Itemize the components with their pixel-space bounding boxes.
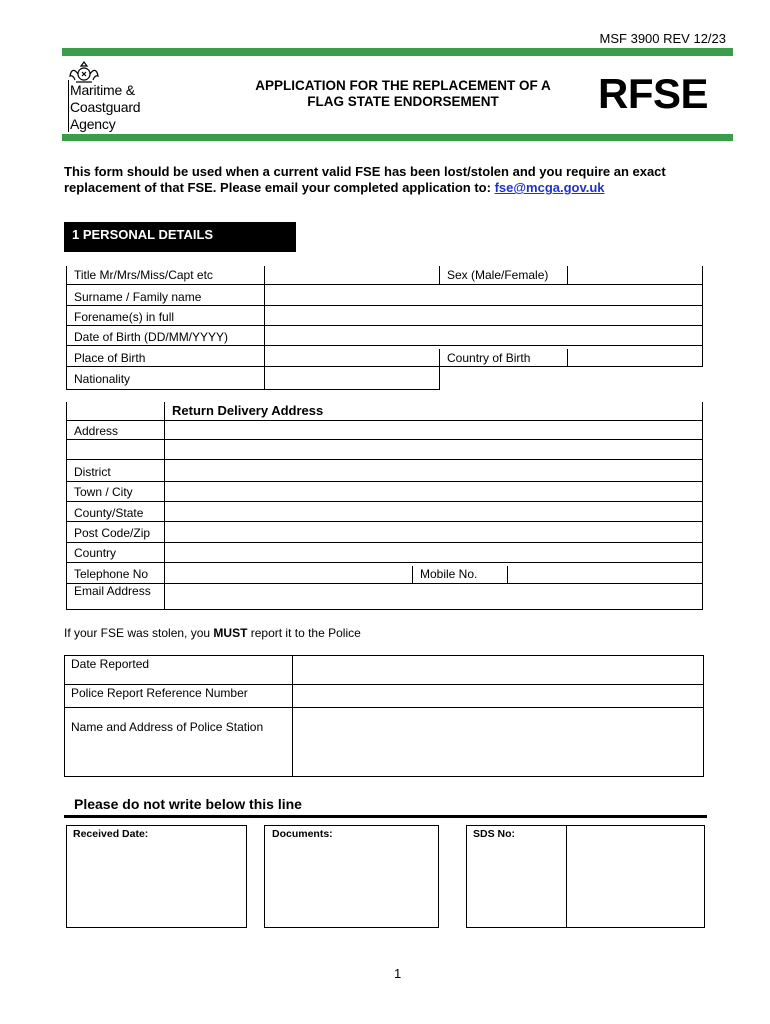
sex-label: Sex (Male/Female): [447, 268, 549, 282]
date-reported-label: Date Reported: [71, 657, 150, 671]
grid-line: [439, 349, 440, 390]
form-reference: MSF 3900 REV 12/23: [599, 31, 726, 46]
header-top-bar: [62, 48, 733, 56]
district-label: District: [74, 465, 111, 479]
telephone-label: Telephone No: [74, 567, 149, 581]
country-of-birth-label: Country of Birth: [447, 351, 531, 365]
grid-line: [439, 266, 440, 284]
surname-label: Surname / Family name: [74, 290, 202, 304]
intro-body: This form should be used when a current valid FSE has been lost/stolen and you require an exact replacement of that FSE. Please email your completed application to:: [64, 164, 666, 195]
agency-name-line-3: Agency: [70, 116, 116, 132]
email-link[interactable]: fse@mcga.gov.uk: [494, 180, 605, 195]
telephone-input[interactable]: [165, 563, 412, 583]
sds-label: SDS No:: [473, 828, 515, 840]
nationality-input[interactable]: [265, 367, 439, 389]
police-reference-input[interactable]: [293, 685, 703, 707]
place-of-birth-label: Place of Birth: [74, 351, 146, 365]
form-title: [222, 78, 584, 110]
county-label: County/State: [74, 506, 144, 520]
place-of-birth-input[interactable]: [265, 346, 439, 366]
email-label: Email Address: [74, 584, 151, 598]
email-input[interactable]: [165, 584, 702, 609]
forenames-input[interactable]: [265, 306, 702, 325]
intro-text: [64, 164, 744, 196]
country-input[interactable]: [165, 543, 702, 562]
address-line-2-input[interactable]: [165, 440, 702, 459]
office-use-divider: [64, 815, 707, 818]
section-heading-personal-details: 1 PERSONAL DETAILS: [64, 222, 296, 252]
grid-line: [566, 825, 567, 928]
grid-line: [702, 266, 703, 366]
office-use-heading: Please do not write below this line: [74, 796, 302, 812]
mobile-label: Mobile No.: [420, 567, 478, 581]
title-input[interactable]: [265, 266, 439, 284]
agency-name: [70, 82, 140, 133]
logo-divider: [68, 80, 69, 132]
received-date-box[interactable]: [66, 825, 247, 928]
police-reference-label: Police Report Reference Number: [71, 686, 248, 700]
country-of-birth-input[interactable]: [568, 346, 702, 366]
form-code: RFSE: [598, 70, 709, 117]
grid-line: [66, 389, 440, 390]
title-label: Title Mr/Mrs/Miss/Capt etc: [74, 268, 213, 282]
grid-line: [66, 609, 703, 610]
page-number: 1: [394, 966, 402, 981]
documents-box[interactable]: [264, 825, 439, 928]
postcode-input[interactable]: [165, 522, 702, 542]
nationality-label: Nationality: [74, 372, 131, 386]
form-title-line-2: FLAG STATE ENDORSEMENT: [307, 94, 499, 109]
grid-line: [412, 566, 413, 583]
county-input[interactable]: [165, 502, 702, 521]
postcode-label: Post Code/Zip: [74, 526, 151, 540]
police-station-input[interactable]: [293, 708, 703, 776]
date-reported-input[interactable]: [293, 656, 703, 684]
address-heading: Return Delivery Address: [172, 403, 324, 418]
country-label: Country: [74, 546, 117, 560]
police-station-label: Name and Address of Police Station: [71, 720, 264, 734]
received-date-label: Received Date:: [73, 828, 149, 840]
agency-logo: [66, 60, 206, 134]
form-title-line-1: APPLICATION FOR THE REPLACEMENT OF A: [255, 78, 551, 93]
agency-name-line-1: Maritime &: [70, 82, 135, 98]
surname-input[interactable]: [265, 286, 702, 305]
sex-input[interactable]: [568, 266, 702, 284]
police-note-suffix: report it to the Police: [247, 626, 361, 640]
dob-label: Date of Birth (DD/MM/YYYY): [74, 330, 229, 344]
address-label: Address: [74, 424, 119, 438]
sds-box[interactable]: [466, 825, 705, 928]
police-note: [64, 626, 361, 640]
town-label: Town / City: [74, 485, 133, 499]
police-note-emphasis: MUST: [213, 626, 248, 640]
police-note-prefix: If your FSE was stolen, you: [64, 626, 214, 640]
agency-name-line-2: Coastguard: [70, 99, 141, 115]
grid-line: [66, 402, 67, 610]
documents-label: Documents:: [272, 828, 333, 840]
grid-line: [66, 284, 703, 285]
district-input[interactable]: [165, 460, 702, 481]
forenames-label: Forename(s) in full: [74, 310, 175, 324]
grid-line: [702, 402, 703, 610]
town-input[interactable]: [165, 482, 702, 501]
address-line-1-input[interactable]: [165, 421, 702, 439]
dob-input[interactable]: [265, 326, 702, 345]
mobile-input[interactable]: [508, 563, 702, 583]
header-bottom-bar: [62, 134, 733, 141]
